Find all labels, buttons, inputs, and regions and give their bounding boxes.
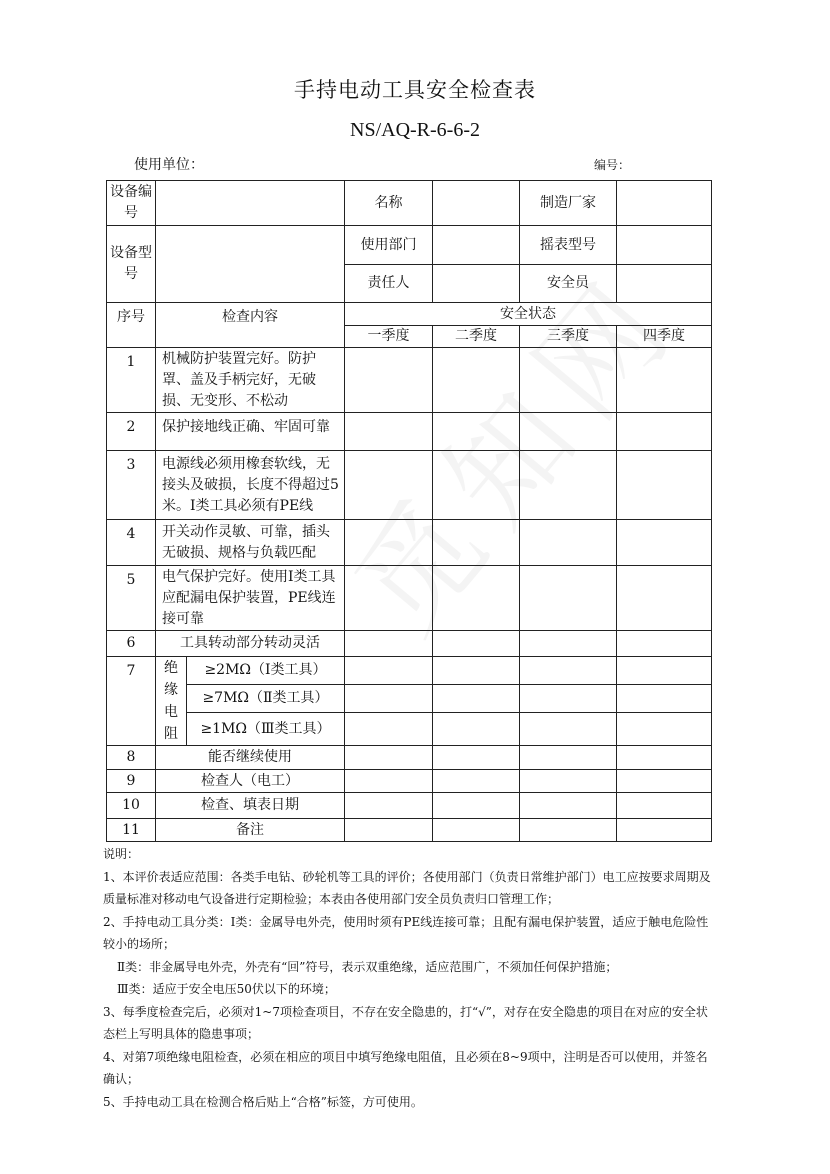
item-text: 机械防护装置完好。防护罩、盖及手柄完好，无破损、无变形、不松动 (156, 348, 345, 413)
q4-cell[interactable] (617, 566, 712, 631)
manufacturer-label: 制造厂家 (520, 181, 617, 226)
status-header: 安全状态 (345, 303, 712, 326)
q1-cell[interactable] (345, 657, 433, 685)
q4-cell[interactable] (617, 348, 712, 413)
q4-cell[interactable] (617, 631, 712, 657)
table-row (107, 793, 712, 819)
note-item: 2、手持电动工具分类：Ⅰ类：金属导电外壳，使用时须有PE线连接可靠；且配有漏电保护装置，适应于触电危险性较小的场所； (103, 914, 709, 951)
device-no-value[interactable] (156, 181, 345, 226)
item-no: 3 (107, 451, 156, 520)
item-no: 8 (107, 746, 156, 770)
q1-cell[interactable] (345, 746, 433, 770)
item-no: 11 (107, 819, 156, 842)
q3-cell[interactable] (520, 657, 617, 685)
item-text: 开关动作灵敏、可靠，插头无破损、规格与负载匹配 (156, 520, 345, 566)
q4-cell[interactable] (617, 685, 712, 713)
table-row (107, 520, 712, 566)
device-no-label: 设备编号 (107, 181, 156, 226)
table-row (107, 631, 712, 657)
owner-label: 责任人 (345, 265, 433, 303)
name-label: 名称 (345, 181, 433, 226)
name-value[interactable] (433, 181, 520, 226)
notes-title: 说明： (103, 847, 140, 861)
table-row (107, 819, 712, 842)
safety-officer-label: 安全员 (520, 265, 617, 303)
q2-cell[interactable] (433, 451, 520, 520)
item-no: 4 (107, 520, 156, 566)
item-text: 保护接地线正确、牢固可靠 (156, 413, 345, 451)
q3-cell[interactable] (520, 451, 617, 520)
item-text: 电气保护完好。使用Ⅰ类工具应配漏电保护装置，PE线连接可靠 (156, 566, 345, 631)
inspection-table (106, 180, 712, 842)
insulation-sub: ≥2MΩ（Ⅰ类工具） (187, 657, 345, 685)
q2-cell[interactable] (433, 793, 520, 819)
q2-header: 二季度 (433, 326, 520, 348)
item-text: 检查、填表日期 (156, 793, 345, 819)
meter-model-value[interactable] (617, 226, 712, 265)
device-model-label: 设备型号 (107, 226, 156, 303)
notes-section (103, 843, 713, 1113)
q3-header: 三季度 (520, 326, 617, 348)
q2-cell[interactable] (433, 685, 520, 713)
q4-cell[interactable] (617, 770, 712, 793)
q3-cell[interactable] (520, 770, 617, 793)
insulation-label: 绝缘电阻 (156, 657, 187, 746)
q4-cell[interactable] (617, 793, 712, 819)
note-item: 1、本评价表适应范围：各类手电钻、砂轮机等工具的评价；各使用部门（负责日常维护部门）电工应按要求周期及质量标准对移动电气设备进行定期检验；本表由各使用部门安全员负责归口管理工作； (103, 869, 711, 906)
q1-cell[interactable] (345, 451, 433, 520)
dept-label: 使用部门 (345, 226, 433, 265)
manufacturer-value[interactable] (617, 181, 712, 226)
q3-cell[interactable] (520, 793, 617, 819)
note-item: Ⅲ类：适应于安全电压50伏以下的环境； (117, 982, 336, 996)
note-item: 3、每季度检查完后，必须对1~7项检查项目，不存在安全隐患的，打“√”，对存在安全隐患的项目在对应的安全状态栏上写明具体的隐患事项； (103, 1004, 708, 1041)
insulation-sub: ≥1MΩ（Ⅲ类工具） (187, 713, 345, 746)
info-row-1 (107, 181, 712, 226)
item-text: 能否继续使用 (156, 746, 345, 770)
item-text: 工具转动部分转动灵活 (156, 631, 345, 657)
q1-cell[interactable] (345, 770, 433, 793)
table-row (107, 746, 712, 770)
q2-cell[interactable] (433, 631, 520, 657)
item-no: 10 (107, 793, 156, 819)
q1-cell[interactable] (345, 413, 433, 451)
device-model-value[interactable] (156, 226, 345, 303)
q3-cell[interactable] (520, 685, 617, 713)
serial-label: 编号： (594, 158, 631, 172)
q3-cell[interactable] (520, 566, 617, 631)
seq-header: 序号 (107, 303, 156, 348)
page-title: 手持电动工具安全检查表 (294, 78, 536, 102)
q3-cell[interactable] (520, 348, 617, 413)
q2-cell[interactable] (433, 520, 520, 566)
table-row (107, 685, 712, 713)
q1-cell[interactable] (345, 566, 433, 631)
q3-cell[interactable] (520, 520, 617, 566)
q4-cell[interactable] (617, 451, 712, 520)
q1-cell[interactable] (345, 713, 433, 746)
q1-cell[interactable] (345, 819, 433, 842)
q4-cell[interactable] (617, 746, 712, 770)
q2-cell[interactable] (433, 819, 520, 842)
table-row (107, 770, 712, 793)
table-row (107, 713, 712, 746)
q3-cell[interactable] (520, 413, 617, 451)
item-no: 2 (107, 413, 156, 451)
meter-model-label: 摇表型号 (520, 226, 617, 265)
item-text: 备注 (156, 819, 345, 842)
table-row (107, 348, 712, 413)
note-item: 5、手持电动工具在检测合格后贴上“合格”标签，方可使用。 (103, 1094, 423, 1109)
q1-cell[interactable] (345, 685, 433, 713)
item-no: 5 (107, 566, 156, 631)
q2-cell[interactable] (433, 746, 520, 770)
item-no: 1 (107, 348, 156, 413)
q2-cell[interactable] (433, 713, 520, 746)
item-text: 电源线必须用橡套软线，无接头及破损，长度不得超过5米。Ⅰ类工具必须有PE线 (156, 451, 345, 520)
table-row (107, 657, 712, 685)
q4-header: 四季度 (617, 326, 712, 348)
header-row-1 (107, 303, 712, 326)
note-item: Ⅱ类：非金属导电外壳，外壳有“回”符号，表示双重绝缘，适应范围广，不须加任何保护措施； (117, 959, 618, 974)
info-row-2 (107, 226, 712, 265)
insulation-sub: ≥7MΩ（Ⅱ类工具） (187, 685, 345, 713)
q2-cell[interactable] (433, 348, 520, 413)
q4-cell[interactable] (617, 713, 712, 746)
q2-cell[interactable] (433, 657, 520, 685)
item-no: 6 (107, 631, 156, 657)
q2-cell[interactable] (433, 770, 520, 793)
q2-cell[interactable] (433, 566, 520, 631)
item-text: 检查人（电工） (156, 770, 345, 793)
content-header: 检查内容 (156, 303, 345, 348)
q4-cell[interactable] (617, 520, 712, 566)
note-item: 4、对第7项绝缘电阻检查，必须在相应的项目中填写绝缘电阻值，且必须在8~9项中，注明是否可以使用，并签名确认； (103, 1049, 708, 1086)
item-no: 9 (107, 770, 156, 793)
q4-cell[interactable] (617, 657, 712, 685)
dept-value[interactable] (433, 226, 520, 265)
item-no: 7 (107, 657, 156, 746)
q1-cell[interactable] (345, 631, 433, 657)
owner-value[interactable] (433, 265, 520, 303)
table-row (107, 566, 712, 631)
q3-cell[interactable] (520, 631, 617, 657)
q2-cell[interactable] (433, 413, 520, 451)
q1-cell[interactable] (345, 348, 433, 413)
safety-officer-value[interactable] (617, 265, 712, 303)
q3-cell[interactable] (520, 713, 617, 746)
q1-header: 一季度 (345, 326, 433, 348)
q1-cell[interactable] (345, 793, 433, 819)
q3-cell[interactable] (520, 746, 617, 770)
q1-cell[interactable] (345, 520, 433, 566)
document-code: NS/AQ-R-6-6-2 (350, 119, 480, 141)
q4-cell[interactable] (617, 819, 712, 842)
table-row (107, 451, 712, 520)
unit-label: 使用单位： (134, 157, 204, 173)
q4-cell[interactable] (617, 413, 712, 451)
q3-cell[interactable] (520, 819, 617, 842)
table-row (107, 413, 712, 451)
